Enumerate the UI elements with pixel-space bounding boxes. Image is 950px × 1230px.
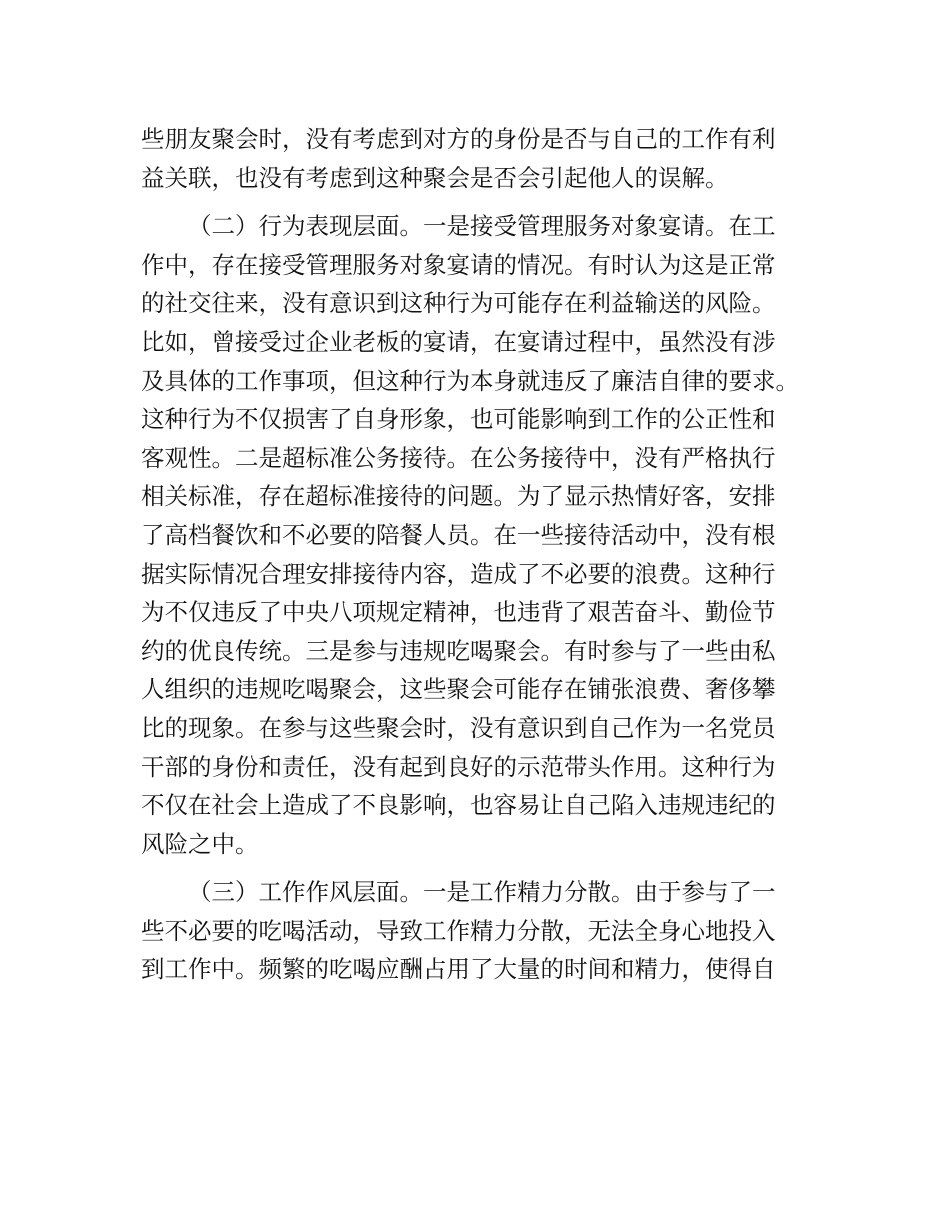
text-line: 益关联，也没有考虑到这种聚会是否会引起他人的误解。 <box>141 163 729 192</box>
text-line: 比如，曾接受过企业老板的宴请，在宴请过程中，虽然没有涉 <box>141 327 776 356</box>
document-body <box>141 120 811 989</box>
text-line: 比的现象。在参与这些聚会时，没有意识到自己作为一名党员 <box>141 713 776 742</box>
paragraph-section-2 <box>141 207 811 863</box>
text-line: 的社交往来，没有意识到这种行为可能存在利益输送的风险。 <box>141 289 776 318</box>
paragraph-section-3 <box>141 873 811 989</box>
text-line: 相关标准，存在超标准接待的问题。为了显示热情好客，安排 <box>141 482 776 511</box>
text-line: 人组织的违规吃喝聚会，这些聚会可能存在铺张浪费、奢侈攀 <box>141 675 776 704</box>
text-line: 到工作中。频繁的吃喝应酬占用了大量的时间和精力，使得自 <box>141 955 776 984</box>
text-line: 为不仅违反了中央八项规定精神，也违背了艰苦奋斗、勤俭节 <box>141 598 776 627</box>
text-line: （三）工作作风层面。一是工作精力分散。由于参与了一 <box>188 878 776 907</box>
text-line: 了高档餐饮和不必要的陪餐人员。在一些接待活动中，没有根 <box>141 520 776 549</box>
paragraph-continuation <box>141 120 811 197</box>
text-line: 些不必要的吃喝活动，导致工作精力分散，无法全身心地投入 <box>141 916 776 945</box>
text-line: 风险之中。 <box>141 829 259 858</box>
text-line: 些朋友聚会时，没有考虑到对方的身份是否与自己的工作有利 <box>141 125 776 153</box>
text-line: 据实际情况合理安排接待内容，造成了不必要的浪费。这种行 <box>141 559 776 588</box>
text-line: 这种行为不仅损害了自身形象，也可能影响到工作的公正性和 <box>141 405 776 434</box>
text-line: （二）行为表现层面。一是接受管理服务对象宴请。在工 <box>188 212 776 241</box>
text-line: 约的优良传统。三是参与违规吃喝聚会。有时参与了一些由私 <box>141 636 776 665</box>
text-line: 干部的身份和责任，没有起到良好的示范带头作用。这种行为 <box>141 752 776 781</box>
text-line: 不仅在社会上造成了不良影响，也容易让自己陷入违规违纪的 <box>141 791 776 820</box>
text-line: 及具体的工作事项，但这种行为本身就违反了廉洁自律的要求。 <box>141 366 799 395</box>
text-line: 客观性。二是超标准公务接待。在公务接待中，没有严格执行 <box>141 443 776 472</box>
text-line: 作中，存在接受管理服务对象宴请的情况。有时认为这是正常 <box>141 250 776 279</box>
